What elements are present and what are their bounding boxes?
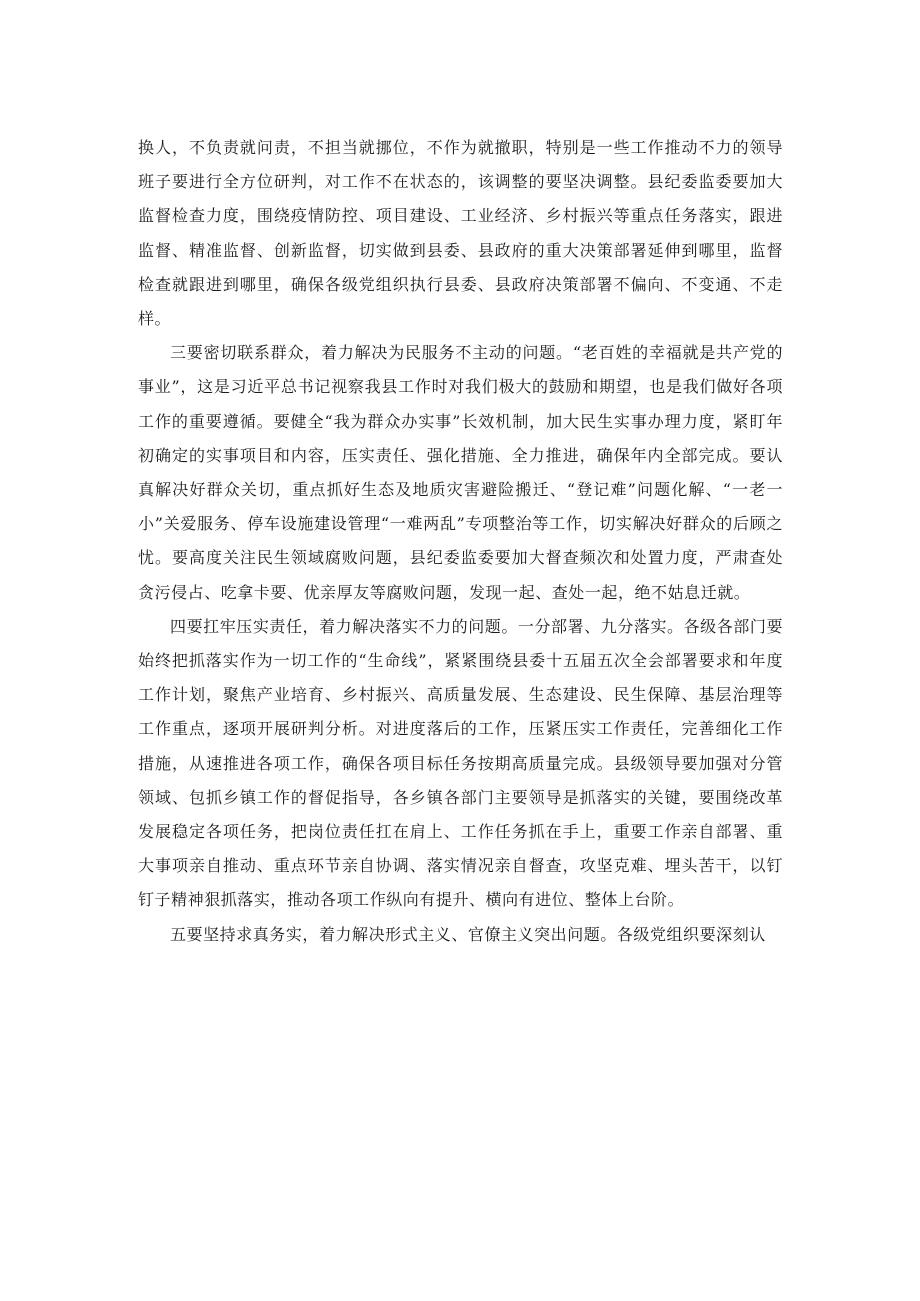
paragraph-3: 四要扛牢压实责任，着力解决落实不力的问题。一分部署、九分落实。各级各部门要始终把抓落实作为一切工作的“生命线”，紧紧围绕县委十五届五次全会部署要求和年度工作计划，聚焦产业培育、乡村振兴、高质量发展、生态建设、民生保障、基层治理等工作重点，逐项开展研判分析。对进度落后的工作，压紧压实工作责任，完善细化工作措施，从速推进各项工作，确保各项目标任务按期高质量完成。县级领导要加强对分管领域、包抓乡镇工作的督促指导，各乡镇各部门主要领导是抓落实的关键，要围绕改革发展稳定各项任务，把岗位责任扛在肩上、工作任务抓在手上，重要工作亲自部署、重大事项亲自推动、重点环节亲自协调、落实情况亲自督查，攻坚克难、埋头苦干，以钉钉子精神狠抓落实，推动各项工作纵向有提升、横向有进位、整体上台阶。 <box>138 616 783 910</box>
paragraph-2: 三要密切联系群众，着力解决为民服务不主动的问题。“老百姓的幸福就是共产党的事业”，这是习近平总书记视察我县工作时对我们极大的鼓励和期望，也是我们做好各项工作的重要遵循。要健全“我为群众办实事”长效机制，加大民生实事办理力度，紧盯年初确定的实事项目和内容，压实责任、强化措施、全力推进，确保年内全部完成。要认真解决好群众关切，重点抓好生态及地质灾害避险搬迁、“登记难”问题化解、“一老一小”关爱服务、停车设施建设管理“一难两乱”专项整治等工作，切实解决好群众的后顾之忧。要高度关注民生领域腐败问题，县纪委监委要加大督查频次和处置力度，严肃查处贪污侵占、吃拿卡要、优亲厚友等腐败问题，发现一起、查处一起，绝不姑息迁就。 <box>138 343 783 602</box>
paragraph-4: 五要坚持求真务实，着力解决形式主义、官僚主义突出问题。各级党组织要深刻认 <box>170 924 766 944</box>
paragraph-1: 换人，不负责就问责，不担当就挪位，不作为就撤职，特别是一些工作推动不力的领导班子要进行全方位研判，对工作不在状态的，该调整的要坚决调整。县纪委监委要加大监督检查力度，围绕疫情防控、项目建设、工业经济、乡村振兴等重点任务落实，跟进监督、精准监督、创新监督，切实做到县委、县政府的重大决策部署延伸到哪里，监督检查就跟进到哪里，确保各级党组织执行县委、县政府决策部署不偏向、不变通、不走样。 <box>138 138 783 329</box>
document-body <box>138 131 783 952</box>
